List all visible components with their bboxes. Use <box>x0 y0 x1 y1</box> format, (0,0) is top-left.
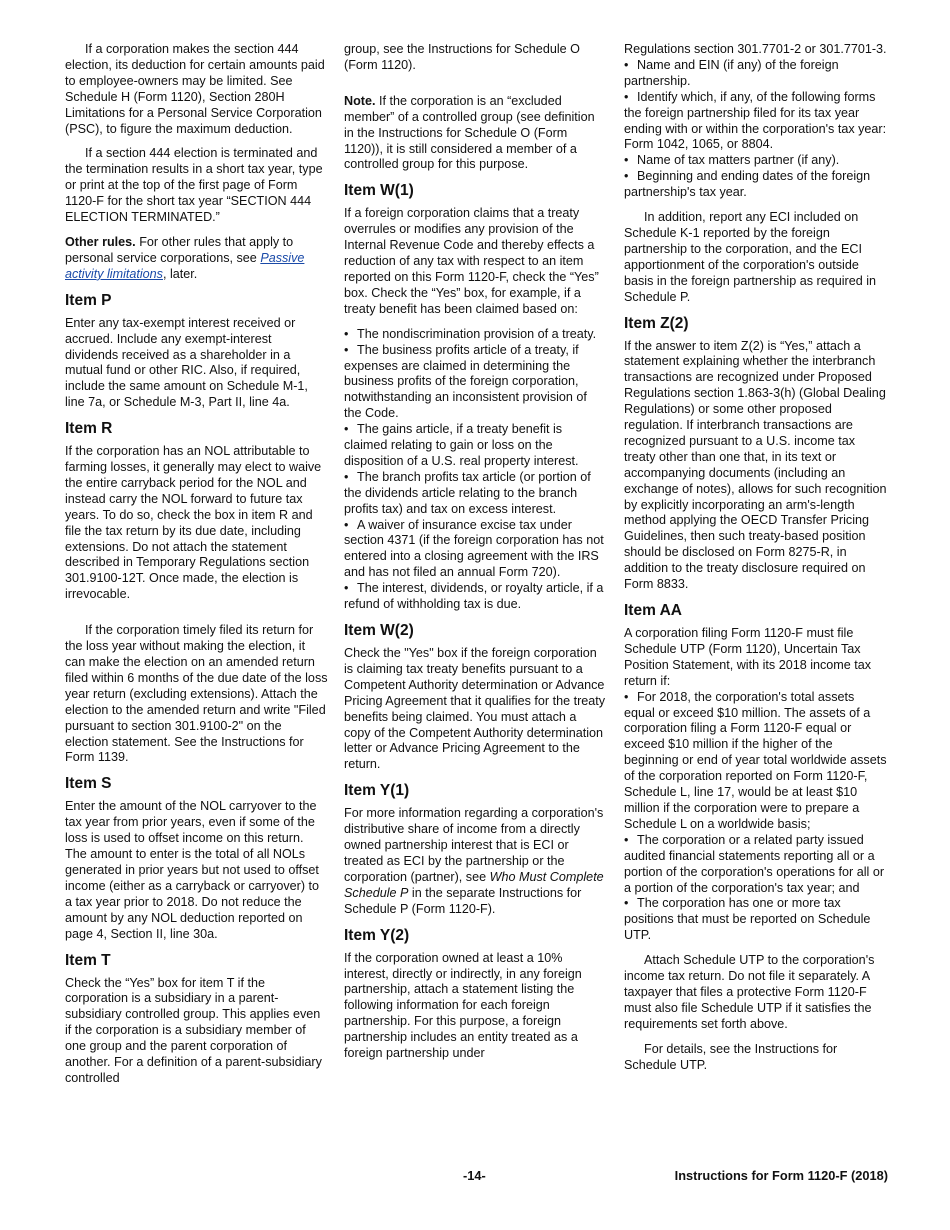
item-p-heading: Item P <box>65 291 112 309</box>
list-item-text: The branch profits tax article (or portion of the dividends article relating to the branch profits tax) and tax on excess interest. <box>344 469 591 516</box>
other-rules-paragraph <box>65 235 328 283</box>
list-item <box>344 581 606 613</box>
list-item-text: Beginning and ending dates of the foreign partnership's tax year. <box>624 169 871 200</box>
paragraph: For details, see the Instructions for Schedule UTP. <box>624 1041 838 1072</box>
item-t-heading: Item T <box>65 951 111 969</box>
page-footer <box>65 1168 888 1188</box>
paragraph: If the corporation owned at least a 10% interest, directly or indirectly, in any foreign partnership, attach a statement listing the following information for each foreign partnership. For this purpose, a foreign partnership includes an entity treated as a foreign partnership under <box>344 950 582 1061</box>
item-w2-heading: Item W(2) <box>344 622 414 639</box>
item-w1-heading: Item W(1) <box>344 182 414 200</box>
paragraph-text: For other rules that apply to personal service corporations, see <box>65 234 294 265</box>
paragraph: Regulations section 301.7701-2 or 301.7701-3. <box>624 42 887 56</box>
paragraph-tail: in the separate Instructions for Schedule P (Form 1120-F). <box>344 885 582 916</box>
list-item-text: The gains article, if a treaty benefit is claimed relating to gain or loss on the disposition of a U.S. real property interest. <box>344 422 579 468</box>
bullet-icon: • <box>624 153 629 168</box>
paragraph: If a corporation makes the section 444 election, its deduction for certain amounts paid to employee-owners may be limited. See Schedule H (Form 1120), Section 280H Limitations for a Personal Service Corporation (PSC), to figure the maximum deduction. <box>65 42 325 136</box>
list-item <box>624 896 888 944</box>
paragraph: If a foreign corporation claims that a treaty overrules or modifies any provision of the Internal Revenue Code and thereby effects a reduction of any tax with respect to an item reported on this Form 1120-F, check the “Yes” box. Check the “Yes” box, for example, if a treaty benefit has been claimed based on: <box>344 206 599 316</box>
item-z2-heading: Item Z(2) <box>624 314 689 332</box>
bullet-icon: • <box>624 832 629 847</box>
paragraph: Enter the amount of the NOL carryover to the tax year from prior years, even if some of the loss is used to offset income on this return. The amount to enter is the total of all NOLs generated in prior years but not used to offset income (either as a carryback or carryover) to a tax year prior to 2018. Do not reduce the amount by any NOL deduction reported on page 4, Section II, line 30a. <box>65 799 320 941</box>
column-1 <box>65 42 328 1096</box>
list-item <box>344 422 606 470</box>
list-item-text: For 2018, the corporation's total assets equal or exceed $10 million. The assets of a corporation filing a Form 1120-F equal or exceed $10 million if the higher of the beginning or end of year total worldwide assets of the corporation reported on Form 1120-F, Schedule L, line 17, would be at least $10 million if the corporation were to prepare a Schedule L on a worldwide basis; <box>624 689 887 831</box>
list-item <box>624 833 888 897</box>
bullet-icon: • <box>624 169 629 184</box>
list-item-text: A waiver of insurance excise tax under section 4371 (if the foreign corporation has not entered into a closing agreement with the IRS and has not filed an annual Form 720). <box>344 517 604 580</box>
item-r-heading: Item R <box>65 420 113 438</box>
bullet-icon: • <box>344 422 349 437</box>
italic-reference: Who Must Complete Schedule P <box>344 869 604 900</box>
footer-title: Instructions for Form 1120-F (2018) <box>674 1168 888 1183</box>
item-s-heading: Item S <box>65 775 112 793</box>
list-item <box>344 327 606 343</box>
run-in-heading: Other rules. <box>65 234 136 249</box>
list-item-text: The business profits article of a treaty, if expenses are claimed in determining the business profits of the foreign corporation, notwithstanding an inconsistent provision of the Code. <box>344 342 587 421</box>
list-item <box>624 169 888 201</box>
paragraph: Attach Schedule UTP to the corporation's income tax return. Do not file it separately. A taxpayer that files a protective Form 1120-F must also file Schedule UTP if it satisfies the requirements set forth above. <box>624 953 875 1031</box>
list-item-text: Name of tax matters partner (if any). <box>637 153 840 168</box>
list-item <box>624 58 888 90</box>
list-item <box>624 90 888 154</box>
list-item <box>344 343 606 423</box>
list-item-text: The corporation or a related party issued audited financial statements reporting all or a portion of the corporation's operations for all or a portion of the corporation's tax year; and <box>624 832 885 895</box>
paragraph: A corporation filing Form 1120-F must file Schedule UTP (Form 1120), Uncertain Tax Position Statement, with its 2018 income tax return if: <box>624 626 872 688</box>
list-item-text: The corporation has one or more tax positions that must be reported on Schedule UTP. <box>624 896 871 943</box>
item-y1-heading: Item Y(1) <box>344 782 410 800</box>
item-y2-heading: Item Y(2) <box>344 926 410 944</box>
list-item-text: The nondiscrimination provision of a treaty. <box>357 326 597 341</box>
note-text: If the corporation is an “excluded member” of a controlled group (see definition in the Instructions for Schedule O (Form 1120)), it is still considered a member of a controlled group for this purpose. <box>344 93 595 172</box>
paragraph-tail: , later. <box>162 266 198 281</box>
paragraph: Check the "Yes" box if the foreign corporation is claiming tax treaty benefits pursuant to a Competent Authority determination or Advance Pricing Agreement that it qualifies for the treaty benefits being claimed. You must attach a copy of the Competent Authority determination letter or Advance Pricing Agreement to the return. <box>344 646 606 772</box>
bullet-icon: • <box>624 89 629 104</box>
bullet-icon: • <box>624 896 629 911</box>
bullet-icon: • <box>344 469 349 484</box>
item-aa-heading: Item AA <box>624 602 682 619</box>
paragraph: If the corporation has an NOL attributable to farming losses, it generally may elect to waive the entire carryback period for the NOL and instead carry the NOL forward to future tax years. To do so, check the box in item R and file the tax return by its due date, including extensions. Do not attach the statement described in Temporary Regulations section 301.9100-12T. Once made, the election is irrevocable. <box>65 444 322 602</box>
column-2 <box>344 42 606 1071</box>
paragraph-text: For more information regarding a corporation's distributive share of income from a directly owned partnership interest that is ECI or treated as ECI by the partnership or the corporation (partner), see <box>344 806 604 884</box>
list-item-text: The interest, dividends, or royalty article, if a refund of withholding tax is due. <box>344 581 604 612</box>
bullet-icon: • <box>624 689 629 704</box>
list-item <box>344 470 606 518</box>
paragraph: In addition, report any ECI included on Schedule K-1 reported by the foreign partnership to the corporation, and the ECI apportionment of the corporation's outside basis in the foreign partnership as required in Schedule P. <box>624 210 877 304</box>
passive-activity-link[interactable]: Passive activity limitations <box>65 250 305 281</box>
bullet-icon: • <box>344 581 349 596</box>
list-item <box>344 518 606 582</box>
paragraph: group, see the Instructions for Schedule O (Form 1120). <box>344 42 580 72</box>
note-paragraph <box>344 94 606 174</box>
bullet-icon: • <box>344 342 349 357</box>
bullet-icon: • <box>344 326 349 341</box>
paragraph: Check the “Yes” box for item T if the corporation is a subsidiary in a parent-subsidiary controlled group. This applies even if the corporation is a subsidiary member of one group and the parent corporation of another. For a definition of a parent-subsidiary controlled <box>65 975 322 1085</box>
paragraph: If the answer to item Z(2) is “Yes,” attach a statement explaining whether the interbranch transactions are recognized under Proposed Regulations section 1.863-3(h) (Global Dealing Regulations) or some other proposed regulation. If interbranch transactions are recognized pursuant to a U.S. income tax treaty other than one that, in its text or accompanying documents (including an exchange of notes), allows for such recognition by explicitly incorporating an arm's-length method applying the OECD Transfer Pricing Guidelines, then such treaty-based position should be disclosed on Form 8275-R, in addition to the treaty disclosure required on Form 8833. <box>624 338 887 592</box>
page-number: -14- <box>463 1168 486 1183</box>
bullet-icon: • <box>344 517 349 532</box>
bullet-icon: • <box>624 57 629 72</box>
column-3 <box>624 42 888 1082</box>
list-item <box>624 690 888 833</box>
list-item-text: Name and EIN (if any) of the foreign partnership. <box>624 57 839 88</box>
paragraph: If the corporation timely filed its return for the loss year without making the election, it can make the election on an amended return filed within 6 months of the due date of the loss year return (excluding extensions). Attach the election to the amended return and write "Filed pursuant to section 301.9100-2" on the election statement. See the Instructions for Form 1139. <box>65 623 328 765</box>
note-label: Note. <box>344 93 376 108</box>
list-item-text: Identify which, if any, of the following forms the foreign partnership filed for its tax year ending with or within the corporation's tax year: Form 1042, 1065, or 8804. <box>624 89 887 152</box>
paragraph <box>344 806 606 917</box>
paragraph: Enter any tax-exempt interest received or accrued. Include any exempt-interest dividends received as a shareholder in a mutual fund or other RIC. Also, if required, include the same amount on Schedule M-1, line 7a, or Schedule M-3, Part II, line 4a. <box>65 315 308 410</box>
paragraph: If a section 444 election is terminated and the termination results in a short tax year, type or print at the top of the first page of Form 1120-F for the short tax year “SECTION 444 ELECTION TERMINATED.” <box>65 146 323 225</box>
list-item <box>624 153 888 169</box>
